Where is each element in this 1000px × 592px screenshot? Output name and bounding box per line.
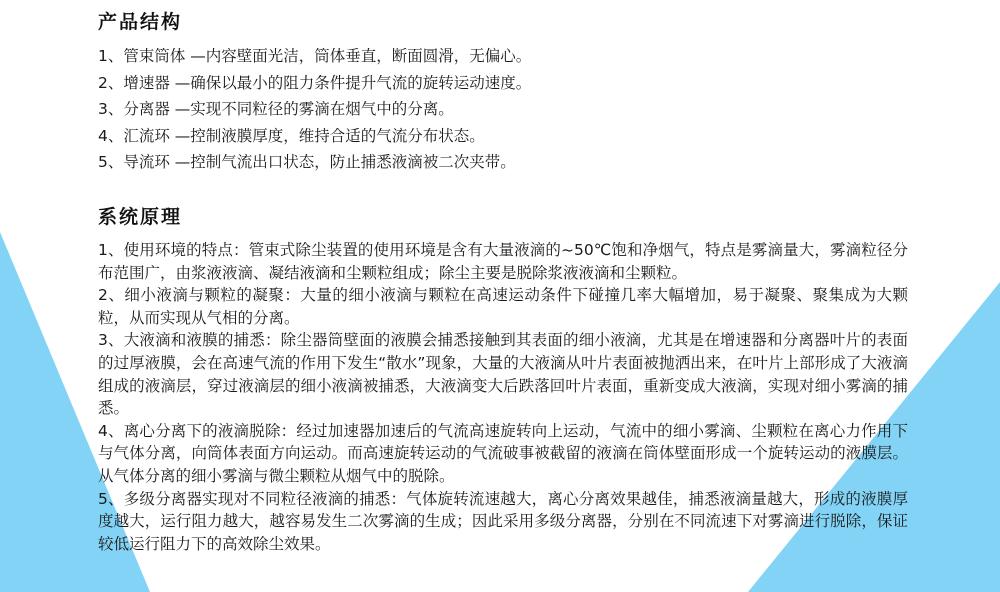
- structure-item: 2、增速器 —确保以最小的阻力条件提升气流的旋转运动速度。: [98, 73, 532, 92]
- principle-item: 3、大液滴和液膜的捕悉：除尘器筒壁面的液膜会捕悉接触到其表面的细小液滴，尤其是在增速器和分离器叶片的表面的过厚液膜，会在高速气流的作用下发生“散水”现象，大量的大液滴从叶片表面被抛洒出来，在叶片上部形成了大液滴组成的液滴层，穿过液滴层的细小液滴被捕悉，大液滴变大后跌落回叶片表面，重新变成大液滴，实现对细小雾滴的捕悉。: [98, 331, 908, 418]
- structure-item: 1、管束筒体 —内容壁面光洁，筒体垂直，断面圆滑，无偏心。: [98, 47, 532, 65]
- principle-list: [98, 239, 908, 555]
- principle-item: 5、多级分离器实现对不同粒径液滴的捕悉：气体旋转流速越大，离心分离效果越佳，捕悉液滴量越大，形成的液膜厚度越大，运行阻力越大，越容易发生二次雾滴的生成；因此采用多级分离器，分别在不同流速下对雾滴进行脱除，保证较低运行阻力下的高效除尘效果。: [98, 489, 908, 553]
- structure-item: 4、汇流环 —控制液膜厚度，维持合适的气流分布状态。: [98, 126, 485, 145]
- principle-item: 1、使用环境的特点：管束式除尘装置的使用环境是含有大量液滴的~50℃饱和净烟气，特点是雾滴量大，雾滴粒径分布范围广，由浆液液滴、凝结液滴和尘颗粒组成；除尘主要是脱除浆液液滴和尘颗粒。: [98, 241, 908, 282]
- structure-item: 3、分离器 —实现不同粒径的雾滴在烟气中的分离。: [98, 100, 454, 118]
- structure-item: 5、导流环 —控制气流出口状态，防止捕悉液滴被二次夹带。: [98, 153, 516, 171]
- structure-list: [98, 43, 798, 176]
- principle-item: 4、离心分离下的液滴脱除：经过加速器加速后的气流高速旋转向上运动，气流中的细小雾滴、尘颗粒在离心力作用下与气体分离，向筒体表面方向运动。而高速旋转运动的气流破事被截留的液滴在筒体壁面形成一个旋转运动的液膜层。从气体分离的细小雾滴与微尘颗粒从烟气中的脱除。: [98, 421, 908, 485]
- principle-item: 2、细小液滴与颗粒的凝聚：大量的细小液滴与颗粒在高速运动条件下碰撞几率大幅增加，易于凝聚、聚集成为大颗粒，从而实现从气相的分离。: [98, 286, 908, 327]
- structure-title: 产品结构: [98, 11, 183, 33]
- principle-title: 系统原理: [98, 206, 183, 228]
